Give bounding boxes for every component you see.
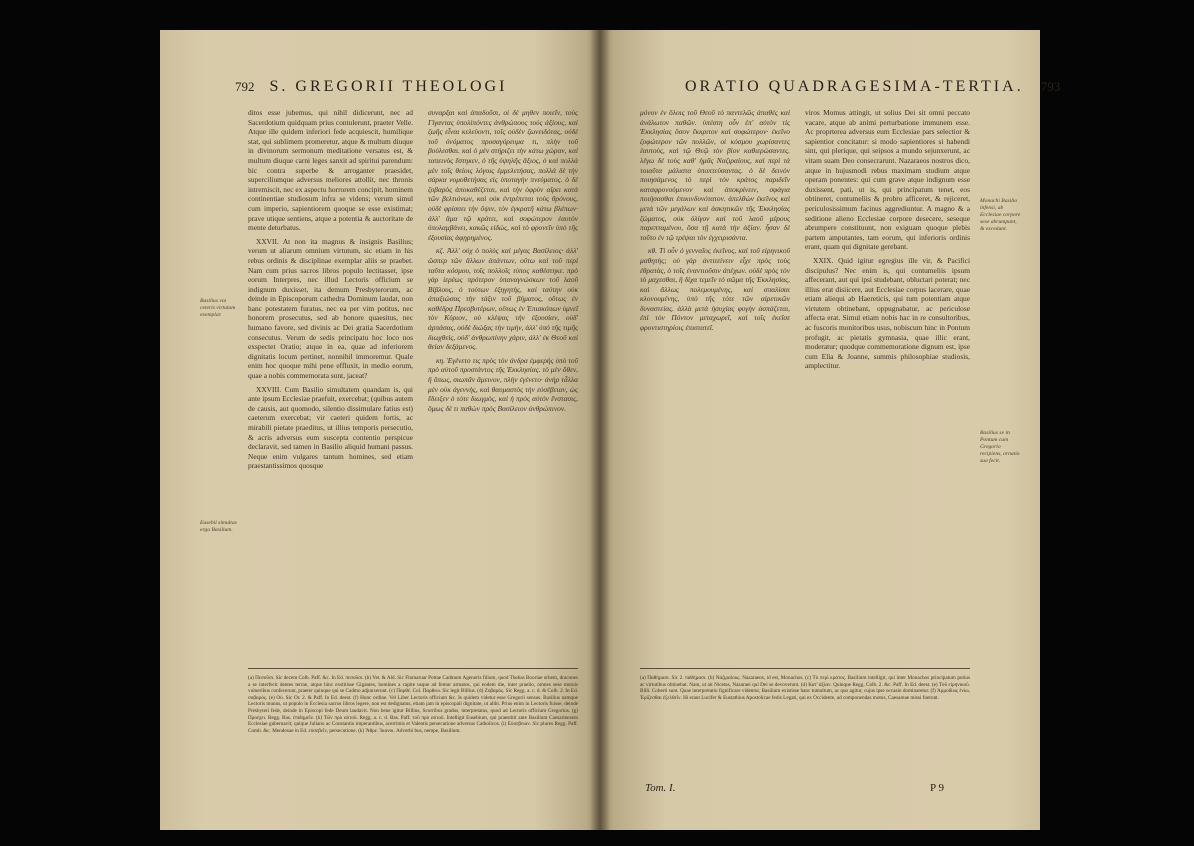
- right-page-number: 793: [1040, 79, 1061, 94]
- left-greek-column: [428, 108, 578, 668]
- volume-label: Tom. I.: [645, 782, 676, 794]
- right-sidenote-2: Basilius se in Pontum cum Gregorio recipiens, ornatio sua fecit.: [980, 430, 1020, 464]
- right-running-head: [685, 78, 1060, 96]
- right-greek-text: μόνον ἐν ὅλοις τοῦ Θεοῦ τὸ παντελῶς ἀπαθὲς καὶ ἀνάλωτον παθῶν. ὑπέστη οὖν ἐπ' αὐτὸν τὶς Ἐκκλησίας ὅσον ἔκκριτον καὶ σοφώτερον· ἐκεῖνο ζοφώτερον τῶν πολλῶν, οἱ κόσμου χωρίσαντες ἑαυτοὺς, καὶ τῷ Θεῷ τὸν βίον καθιερώσαντες. λέγω δὲ τοὺς καθ' ἡμᾶς Ναζιραίους, καὶ περὶ τὰ τοιαῦτα μάλιστα ὑποπτεύσαντας. ὁ δὲ δεινὸν ποιησάμενος τὸ περὶ τὸν κράτος παριδεῖν καταφρονούμενον καὶ ἀποκρίνειν, σφάγια ποιήσασθαι ἐπικινδυνότατον. ἀπελθὼν ἐκεῖνος καὶ μετὰ τῶν μεγάλων καὶ ἀσκητικῶν τῆς Ἐκκλησίας ζώματος, οὐκ ὀλίγον καὶ τοῦ λαοῦ μέρους παρεπταμένου, ὅσα τῇ κατὰ τὴν ἀξίαν. ἦσαν δὲ τοῦτο ἐν τῷ τρέψαι τὸν ἐγχειρισάντα.: [640, 108, 790, 242]
- left-running-title: S. GREGORII THEOLOGI: [269, 78, 508, 95]
- right-footnote-rule: [640, 668, 970, 669]
- left-section-xxvii: XXVII. At non ita magnus & insignis Basilius; verum ut aliarum omnium virtutum, sic etiam in his rebus ordinis & disciplinae exemplar aliis se praebet. Nam cum prius sacros libros populo lectitasset, ipse eorum Interpres, nec illud Lectoris officium se indignum duxisset, ita demum Presbyterorum, ac deinde in Episcoporum cathedra Dominum laudat, non hanc potestatem furatus, nec ea per vim potitus, nec honorem prosecutus, sed ab honore quaesitus, nec humano favore, sed divinis ac Dei gratia Sacerdotium consecutus. Verum de sedis principatu hoc loco nos exspectet Oratio; atque in ea, quae ad inferiorem dignitatis locum pertinet, nonnihil immoremur. Quale enim hoc quoque mihi pene effluxit, in medio eorum, quae a nobis commemorata sunt, jaceat?: [248, 236, 413, 381]
- left-page: [160, 30, 600, 830]
- right-latin-column: [805, 108, 970, 668]
- left-footnotes: (a) Πεσοῦσι. Sic decem Colb. Paff. &c. In Ed. πεσοῦσι. (b) Vet. & Ald. Sic Finmaruar Pottae Cadmum Agenoris filium, quod Thebas Booriae urbem, dracones a se interfecit dentes terrae, atque hinc exstitisse Gigantes, homines a capite usque ad femur armatos, qui eodem die, inter praelio, omnes sese mutuis vulneribus confecerunt, praeter quinque qui se Cadmo adjunxerunt. (c) Παρθέ. Col. Παρθεω. Sic legit Billius. (d) Ζοβαρός. Sic Regg. a. c. d. & Colb. 2. In Ed. σοβαρός. (e) Οὐ. Sic Or. 2. & Paff. In Ed. deest. (f) Hunc ordine. Vel Liber Lectoris officium &c. Is quidem videtur esse Gregorii sensus. Basilius namque Lectoris munus, ut populo in Ecclesia sacros libros legere, non est dedignatus, etiam jam in episcopali dignitate, ut alibi. Prius enim in Lectoris fuisse, deinde Presbyteri fede, deinde in Episcopi fede Deum laudavit. Non bene igitur Billius, Scorribus gradus, interpretatus, quod ad Lectoris officium Gregorius. (g) Προέχει. Regg. Bas. ἐπιδημεῖν. (h) Τῶν πρὸ αὐτοῦ. Regg. a. c. d. Bas. Paff. τοῦ πρὸ αὐτοῦ. Intelligit Eusebium, qui praestitit ante Basilium Caesariensem Ecclesiae gubernavit; quique Juliano ac Constantio imperantibus, acerrimis et Valentis persecutione adversus Catholicos. (i) Εὐσεβειαν. Sic plures Regg. Paff. Comb. &c. Mendosae in Ed. εὐσεβεῖν, persecutione. (k) Ἄθρε. Ἱκανοι. Adverbi bus, nempe, Basilium.: [248, 675, 578, 734]
- right-section-xxix: XXIX. Quid igitur egregius ille vir, & Pacifici discipulus? Nec enim is, qui contumeliis ipsum affecerant, aut qui ipsi studebant, obluctari poterat; nec illius erat disiicere, aut Ecclesiae corpus lacerare, quae etiam aliequi ab Haereticis, qui tum potentiam atque virtutem obtinebant, oppugnabatur, ac periculose affecta erat. Simul etiam nobis hac in re consultoribus, ac fuscoris monitoribus usus, nobiscum hinc in Pontum profugit, ac pietatis gymnasia, quae illic erant, moderatur; quodque commemoratione dignum est, ipse cum Elia & Joanne, summis philosophiae studiosis, amplectitur.: [805, 255, 970, 371]
- right-greek-section: κθ. Τί οὖν ὁ γενναῖος ἐκεῖνος, καὶ τοῦ εἰρηνικοῦ μαθητὴς; οὐ γὰρ ἀντιτείνειν εἶχε πρὸς τοὺς ἐθρατὰς, ὁ τοῖς ἐναντιοῦσιν ἀπέχων. οὐδὲ πρὸς τὸν τὸ μαχεσθαι, ἢ δίχα τεμεῖν τὸ σῶμα τῆς Ἐκκλησίας, καὶ ἄλλως πολεμουμένης, καὶ σπαλίσαι κλονουμένης, ὑπὸ τῆς τότε τῶν αἱρετικῶν δυναστείας. ἀλλὰ μετὰ ἡσυχίας φυγὴν ἀσπάζεται, ἐπὶ τὸν Πόντον μεταχωρεῖ, καὶ τοῖς ἐκεῖσε φροντιστηρίοις ἐπιστατεῖ.: [640, 246, 790, 333]
- left-sidenote-2: Eusebii simultas erga Basilium.: [200, 520, 237, 533]
- right-page: [600, 30, 1061, 830]
- left-greek-section-2: κη. Ἐγένετο τις πρὸς τὸν ἀνδρα ἐμφερὴς ὑπὸ τοῦ πρὸ αὐτοῦ προστάντος τῆς Ἐκκλησίας. τὸ μὲν ὅθεν, ἢ ὅπως, σιωπᾶν ἄμεινον, πλὴν ἐγένετο· ἀνὴρ τἆλλα μὲν οὐκ ἀγεννὴς, καὶ θαυμαστὸς τὴν εὐσέβειαν, ὡς ἔδειξεν ὁ τότε διωγμὸς, καὶ ἡ πρὸς αὐτὸν ἔνστασις, ὅμως δὲ τι παθὼν πρὸς Βασίλειον ἀνθρώπινον.: [428, 355, 578, 413]
- left-greek-text: συναρξαι καὶ ἀπαδοῦσι, οἱ δὲ μηθεν ποιεῖν, τοὺς Γίγαντας ὑπολίπόντες ἀνθρώπους τοὺς ἀξίους, καὶ ζωῆς εἶναι κελεύοντι, τοῖς οὐδὲν ζωνειδότας, οὐδὲ τοῦ ὀνόματος προσαγόρευμα τι, πλὴν τοῦ βούλεσθαι. καὶ ὁ μὲν στήριζει τὴν κάτω χώραν, καὶ ταπεινὸς ἕστηκεν, ὁ τῆς ὑψηλῆς ἄξιος, ὁ καὶ πολλὰ μὲν τοῖς θείοις λόγοις ἐμμελετήσας, πολλὰ δὲ τὴν σάρκα νομοθετήσας εἰς ὑποταγὴν πνεύματος. ὁ δὲ ζοβαρὸς ἀποκαθέζεται, καὶ τὴν ὀφρὺν αἴρει κατὰ τῶν βελτιόνων, καὶ οὐκ ἐντρέπεται τοὺς θρόνους, οὐδὲ φρίσσει τὴν ὄψιν, τὸν ἐγκρατῆ κάτω βλέπων· ἀλλ' ἅμα τῷ κράτει, καὶ σοφώτερον ἑαυτὸν ὑπολαμβάνει, κακῶς εἰδώς, καὶ τὸ φρονεῖν ὑπὸ τῆς ἐξουσίας ἀφῃρημένος.: [428, 108, 578, 242]
- left-running-head: [235, 78, 507, 96]
- right-footnotes: (a) Παθήμασι. Sic 2. παθήμασι. (b) Ναζιραίους. Nazaraeos, id est, Monachos. (c) Τὸ περὶ κράτος. Basilium intelligit, qui inter Monachos principatum potius ac virtutibus obtinebat. Nam, ut ait Nicetas, Nazaraei qui Dei se devoverunt. (d) Κατ' ἀξίαν. Quinque Regg. Colb. 2. &c. Paff. In Ed. deest. (e) Τοῦ εἰρηνικοῦ. Billi. Coberti sunt. Quae interpretatio fignificare videntur, Basilium existisse hanc tumultum, ac quo agitur, cujus ipse occasio dominaretur. (f) Ἀρμοδίως ἐνίω, Ἐρίζεσθαι ἐξελθεῖν. Hi erant Lucifer & Eustathius Apostolicae fedis Legati, qui ex Occidente, ad componendas motus, Caesareae missi fuerunt.: [640, 675, 970, 701]
- right-running-title: ORATIO QUADRAGESIMA-TERTIA.: [685, 78, 1024, 95]
- right-greek-column: [640, 108, 790, 668]
- book-gutter: [590, 30, 610, 830]
- right-sidenote-1: Monachi Basilio infensi, ab Ecclesiae corpore sese abrumpunt, & excedunt.: [980, 198, 1021, 232]
- left-page-number: 792: [235, 79, 255, 94]
- left-footnote-rule: [248, 668, 578, 669]
- right-latin-text: viros Momus attingit, ut solius Dei sit omni peccato vacare, atque ab animi perturbatione immunem esse. Ac proprterea adversus eum Ecclesiae pars selectior & sapientior concitatur: si modo sapientiores si habendi sint, qui plerique, qui seipsos a mundo sejunxerunt, ac vitam suam Deo consecrarunt. Nazaraeos nostros dico, atque in hujusmodi rebus maximam studium atque operam ponentes: qui cum grave atque indignum esse duxissent, pati, ut is, qui principatum tenet, eos obtineret, contumeliis & probro afficeret, & rejiceret, periculosissimum facinus aggrediuntur. A magno & a seditione alieno Ecclesiae corpore desecere, seseque abrumpere constituunt, non exiguam quoque plebis partem amputantes, tam eorum, qui inferioris ordinis erant, quam qui dignitate gerebant.: [805, 108, 970, 252]
- signature-mark: P 9: [930, 782, 944, 794]
- left-latin-text: ditos esse jubemus, qui nihil didicerunt, nec ad Sacerdotium quidquam prius contulerunt, praeter Velle. Atque ille quidem inferiori fede acquiescit, humilique stat, qui sublimem promeretur, atque & multum diuque in divinorum sermonum meditatione versatus est, & multum diuque carni leges sanxit ad spiritui parendum: hic contra superbe & arroganter praesidet, superciliumque adversus meliores attollit, nec thronis intremiscit, nec ex aspectu horrorem concipit, hominem continentiae studiosum infra se videns; verum simul cum imperio, sapientiorem quoque se esse existimat; prave utique sentiens, atque a potentia & auctoritate de mente deturbatus.: [248, 108, 414, 233]
- book-spread: [160, 30, 1061, 830]
- left-latin-column: [248, 108, 413, 668]
- left-section-xxviii: XXVIII. Cum Basilio simultatem quandam is, qui ante ipsum Ecclesiae praefuit, exercebat; (quibus autem de causis, aut quomodo, silentio dissimulare fatius est) caeterum exercebat; vir caeteri quidem fortis, ac mirabili pietate praeditus, ut illius temporis persecutio, & acris adversus eum suscepta contentio perspicue declaravit, sed tamen in Basilio aliquid humani passus. Neque enim vulgares tantum homines, sed etiam praestantissimos quosque: [248, 384, 413, 471]
- left-greek-section: κζ. Ἀλλ' οὐχ ὁ πολὺς καὶ μέγας Βασίλειος· ἀλλ' ὥσπερ τῶν ἄλλων ἁπάντων, οὕτω καὶ τοῦ περὶ ταῦτα κόσμου, τοῖς πολλοῖς τύπος καθέστηκε. πρὸ γὰρ ἱερέως πρότερον ὑπαναγνώσκων τοῦ λαοῦ Βίβλους, ὁ τούτων ἐξηγητὴς, καὶ ταύτην οὐκ ἀπαξιώσας τὴν τάξιν τοῦ βήματος, οὕτως ἐν καθέδρᾳ Πρεσβυτέρων, οὕτως ἐν Ἐπισκόπων ὑμνεῖ τὸν Κύριον, οὐ κλέψας τὴν ἐξουσίαν, οὐδ' ἁρπάσας, οὐδὲ διώξας τὴν τιμὴν, ἀλλ' ὑπὸ τῆς τιμῆς διωχθεὶς, οὐδ' ἀνθρωπίνην χάριν, ἀλλ' ἐκ Θεοῦ καὶ θείαν δεξάμενος.: [428, 246, 578, 352]
- left-sidenote-1: Basilius via ceteris virtutum exemplar.: [200, 298, 236, 318]
